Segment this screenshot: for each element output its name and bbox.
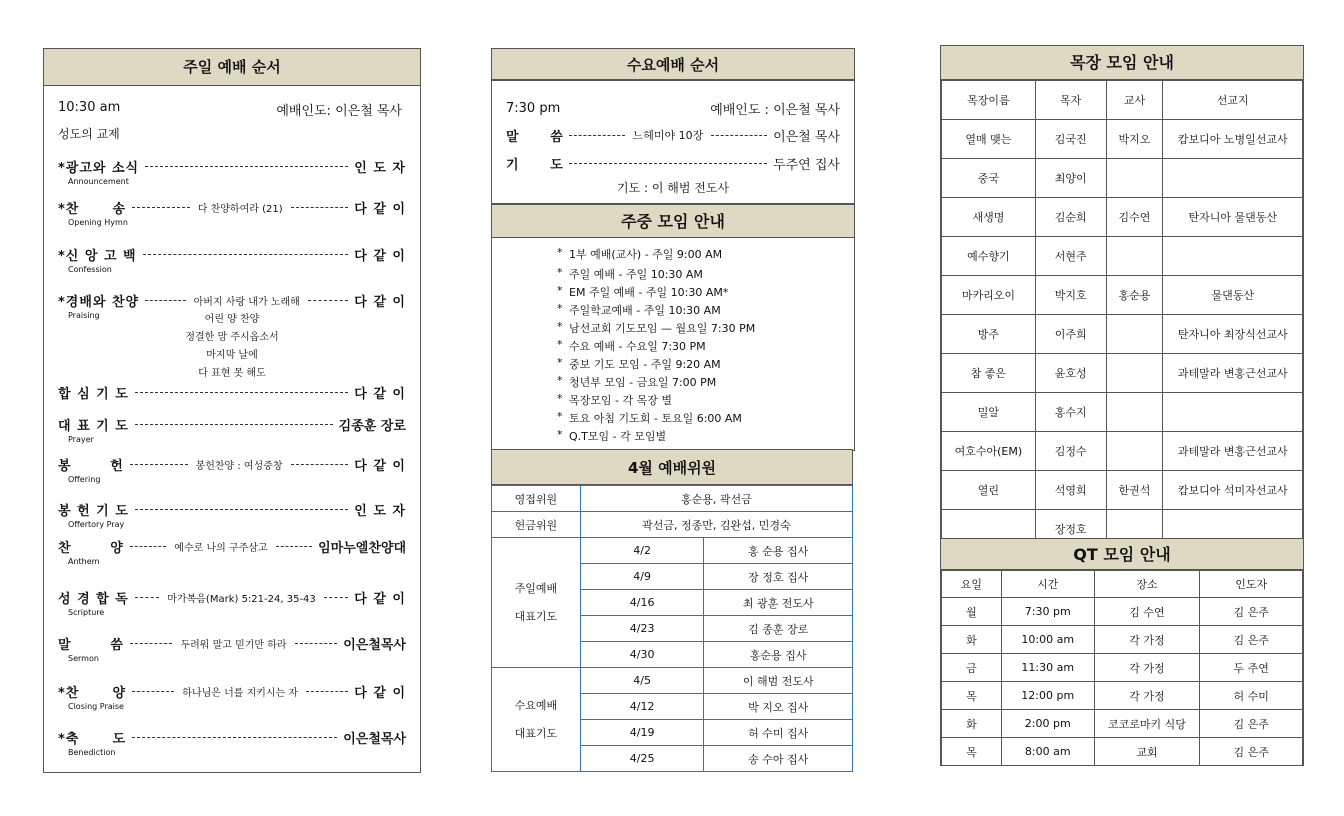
table-row bbox=[942, 198, 1303, 237]
table-cell: 열매 맺는 bbox=[942, 120, 1036, 159]
sunday-order-panel bbox=[43, 48, 421, 773]
table-cell: 각 가정 bbox=[1094, 654, 1200, 682]
table-cell: 김 은주 bbox=[1200, 626, 1303, 654]
table-row bbox=[492, 668, 853, 694]
table-cell: 코코로마키 식당 bbox=[1094, 710, 1200, 738]
meeting-item: * EM 주일 예배 - 주일 10:30 AM* bbox=[569, 284, 728, 300]
wednesday-item-detail: 느헤미야 10장 bbox=[632, 129, 704, 142]
order-item-detail: 하나님은 너를 지키시는 자 bbox=[182, 687, 299, 699]
table-cell: 장소 bbox=[1094, 571, 1200, 598]
praise-song: 정결한 맘 주시옵소서 bbox=[185, 332, 279, 343]
order-item-person: 다 같 이 bbox=[354, 248, 406, 264]
order-item-name: 대 표 기 도 bbox=[58, 418, 129, 434]
order-item bbox=[58, 198, 406, 227]
wednesday-order-title: 수요예배 순서 bbox=[492, 49, 854, 81]
order-item bbox=[58, 383, 406, 401]
table-cell: 김 은주 bbox=[1200, 598, 1303, 626]
table-cell: 서현주 bbox=[1035, 237, 1106, 276]
wednesday-row-sermon bbox=[506, 126, 840, 144]
prayer-person: 홍순용 집사 bbox=[704, 642, 853, 668]
table-row bbox=[942, 682, 1303, 710]
table-cell: 선교지 bbox=[1163, 81, 1303, 120]
table-cell: 목자 bbox=[1035, 81, 1106, 120]
prayer-date: 4/25 bbox=[580, 746, 704, 772]
order-item-person: 다 같 이 bbox=[354, 294, 406, 310]
table-row bbox=[942, 654, 1303, 682]
greeter-label: 영접위원 bbox=[492, 486, 581, 512]
order-item-person: 다 같 이 bbox=[354, 201, 407, 217]
table-row bbox=[942, 393, 1303, 432]
table-cell: 탄자니아 최장식선교사 bbox=[1163, 315, 1303, 354]
order-item-english: Closing Praise bbox=[68, 702, 124, 711]
table-cell: 2:00 pm bbox=[1001, 710, 1094, 738]
table-cell: 목장이름 bbox=[942, 81, 1036, 120]
offering-value: 곽선금, 정종만, 김완섭, 민경숙 bbox=[580, 512, 852, 538]
table-cell: 과테말라 변홍근선교사 bbox=[1163, 354, 1303, 393]
order-item bbox=[58, 157, 406, 186]
table-cell: 12:00 pm bbox=[1001, 682, 1094, 710]
table-cell: 여호수아(EM) bbox=[942, 432, 1036, 471]
order-item-name: *찬 양 bbox=[58, 685, 127, 701]
order-item bbox=[58, 588, 406, 617]
order-item-detail: 다 찬양하여라 (21) bbox=[197, 203, 283, 215]
table-cell: 화 bbox=[942, 710, 1002, 738]
table-row bbox=[942, 710, 1303, 738]
order-item-name: *축 도 bbox=[58, 731, 127, 747]
table-cell bbox=[1163, 159, 1303, 198]
table-cell: 물댄동산 bbox=[1163, 276, 1303, 315]
table-cell bbox=[1106, 159, 1163, 198]
table-cell: 캄보디아 석미자선교사 bbox=[1163, 471, 1303, 510]
table-row bbox=[942, 237, 1303, 276]
table-cell: 허 수미 bbox=[1200, 682, 1303, 710]
order-item-person: 다 같 이 bbox=[354, 386, 406, 402]
prayer-date: 4/2 bbox=[580, 538, 704, 564]
sunday-order-title: 주일 예배 순서 bbox=[44, 49, 420, 86]
table-cell: 11:30 am bbox=[1001, 654, 1094, 682]
order-item bbox=[58, 682, 406, 711]
table-cell: 목 bbox=[942, 682, 1002, 710]
prayer-date: 4/16 bbox=[580, 590, 704, 616]
praise-song: 다 표현 못 해도 bbox=[198, 368, 266, 379]
table-row bbox=[942, 432, 1303, 471]
weekly-meetings-panel bbox=[491, 203, 855, 451]
table-cell bbox=[1163, 393, 1303, 432]
offering-label: 헌금위원 bbox=[492, 512, 581, 538]
prayer-date: 4/23 bbox=[580, 616, 704, 642]
table-cell: 마카리오이 bbox=[942, 276, 1036, 315]
fellowship-label: 성도의 교제 bbox=[58, 127, 120, 141]
sunday-leader: 예배인도: 이은철 목사 bbox=[276, 104, 402, 119]
table-cell: 금 bbox=[942, 654, 1002, 682]
meeting-item: * 주일 예배 - 주일 10:30 AM bbox=[569, 266, 703, 282]
table-cell: 탄자니아 물댄동산 bbox=[1163, 198, 1303, 237]
order-item bbox=[58, 537, 406, 566]
table-cell: 두 주연 bbox=[1200, 654, 1303, 682]
prayer-date: 4/30 bbox=[580, 642, 704, 668]
table-cell: 예수향기 bbox=[942, 237, 1036, 276]
table-row bbox=[942, 315, 1303, 354]
table-cell: 10:00 am bbox=[1001, 626, 1094, 654]
wednesday-row-prayer bbox=[506, 154, 840, 172]
table-cell: 교회 bbox=[1094, 738, 1200, 766]
table-cell: 홍수지 bbox=[1035, 393, 1106, 432]
table-cell: 열린 bbox=[942, 471, 1036, 510]
sunday-time: 10:30 am bbox=[58, 100, 121, 115]
prayer-date: 4/19 bbox=[580, 720, 704, 746]
order-item-person: 다 같 이 bbox=[354, 591, 406, 607]
order-item-name: 성 경 합 독 bbox=[58, 591, 129, 607]
wednesday-item-name: 기 도 bbox=[506, 157, 563, 173]
praise-song: 어린 양 찬양 bbox=[204, 314, 260, 325]
order-item-english: Announcement bbox=[68, 177, 129, 186]
table-cell: 김 수연 bbox=[1094, 598, 1200, 626]
table-row bbox=[942, 120, 1303, 159]
wednesday-prayer-label: 수요예배 대표기도 bbox=[492, 668, 581, 772]
order-item-detail: 두려워 말고 믿기만 하라 bbox=[180, 639, 287, 651]
weekly-meetings-title: 주중 모임 안내 bbox=[492, 204, 854, 238]
order-item-person: 인 도 자 bbox=[354, 160, 406, 176]
table-cell: 인도자 bbox=[1200, 571, 1303, 598]
wednesday-item-person: 두주연 집사 bbox=[773, 157, 840, 173]
order-item-person: 김종훈 장로 bbox=[338, 418, 406, 434]
order-item-detail: 마가복음(Mark) 5:21-24, 35-43 bbox=[167, 593, 316, 605]
order-item-english: Offertory Pray bbox=[68, 520, 125, 529]
table-cell: 김수연 bbox=[1106, 198, 1163, 237]
table-cell: 박지오 bbox=[1106, 120, 1163, 159]
table-cell bbox=[1163, 237, 1303, 276]
meeting-item: * Q.T모임 - 각 모임별 bbox=[569, 428, 666, 444]
prayer-date: 4/9 bbox=[580, 564, 704, 590]
table-row bbox=[492, 538, 853, 564]
order-item-name: 합 심 기 도 bbox=[58, 386, 129, 402]
table-cell: 박지호 bbox=[1035, 276, 1106, 315]
table-cell bbox=[1106, 354, 1163, 393]
order-item-person: 다 같 이 bbox=[354, 458, 406, 474]
meeting-item: * 목장모임 - 각 목장 별 bbox=[569, 392, 672, 408]
prayer-person: 송 수아 집사 bbox=[704, 746, 853, 772]
meeting-item: * 주일학교예배 - 주일 10:30 AM bbox=[569, 302, 721, 318]
prayer-person: 김 종훈 장로 bbox=[704, 616, 853, 642]
order-item-person: 이은철목사 bbox=[343, 731, 406, 747]
qt-title: QT 모임 안내 bbox=[941, 539, 1303, 570]
order-item-name: 봉 헌 bbox=[58, 458, 124, 474]
table-cell: 최양이 bbox=[1035, 159, 1106, 198]
order-item-name: 말 씀 bbox=[58, 637, 124, 653]
order-item bbox=[58, 634, 406, 663]
order-item-english: Sermon bbox=[68, 654, 99, 663]
order-item-name: 찬 양 bbox=[58, 540, 124, 556]
order-item-detail: 예수로 나의 구주삼고 bbox=[174, 542, 268, 554]
prayer-person: 홍 순용 집사 bbox=[704, 538, 853, 564]
april-committee-table bbox=[491, 485, 853, 772]
table-cell bbox=[1106, 315, 1163, 354]
prayer-person: 박 지오 집사 bbox=[704, 694, 853, 720]
meeting-item: * 남선교회 기도모임 — 월요일 7:30 PM bbox=[569, 320, 755, 336]
table-cell: 한권석 bbox=[1106, 471, 1163, 510]
greeter-value: 홍순용, 곽선금 bbox=[580, 486, 852, 512]
meeting-item: * 토요 아침 기도회 - 토요일 6:00 AM bbox=[569, 410, 742, 426]
meeting-item: * 수요 예배 - 수요일 7:30 PM bbox=[569, 338, 706, 354]
order-item-person: 인 도 자 bbox=[354, 503, 406, 519]
order-item-english: Offering bbox=[68, 475, 101, 484]
april-committee-title: 4월 예배위원 bbox=[491, 449, 853, 485]
sunday-prayer-label: 주일예배 대표기도 bbox=[492, 538, 581, 668]
table-cell: 월 bbox=[942, 598, 1002, 626]
table-row bbox=[942, 598, 1303, 626]
table-cell bbox=[1106, 237, 1163, 276]
prayer-person: 이 해범 전도사 bbox=[704, 668, 853, 694]
table-cell: 윤호성 bbox=[1035, 354, 1106, 393]
order-item bbox=[58, 728, 406, 757]
order-item-english: Confession bbox=[68, 265, 112, 274]
table-cell: 김정수 bbox=[1035, 432, 1106, 471]
praise-song: 마지막 날에 bbox=[206, 350, 258, 361]
table-cell bbox=[1106, 393, 1163, 432]
mokjang-table bbox=[941, 80, 1303, 549]
order-item-name: *광고와 소식 bbox=[58, 160, 140, 176]
table-cell bbox=[1106, 432, 1163, 471]
table-cell: 과테말라 변홍근선교사 bbox=[1163, 432, 1303, 471]
table-row bbox=[492, 512, 853, 538]
order-item-person: 임마누엘찬양대 bbox=[318, 540, 406, 556]
table-row bbox=[942, 159, 1303, 198]
meeting-item: * 중보 기도 모임 - 주일 9:20 AM bbox=[569, 356, 721, 372]
wednesday-leader: 예배인도 : 이은철 목사 bbox=[710, 102, 840, 118]
table-row bbox=[942, 626, 1303, 654]
table-cell: 각 가정 bbox=[1094, 626, 1200, 654]
table-header-row bbox=[942, 571, 1303, 598]
table-row bbox=[942, 354, 1303, 393]
qt-panel bbox=[940, 538, 1304, 766]
table-cell: 7:30 pm bbox=[1001, 598, 1094, 626]
order-item-english: Anthem bbox=[68, 557, 100, 566]
table-cell: 요일 bbox=[942, 571, 1002, 598]
order-item-name: *경배와 찬양 bbox=[58, 294, 140, 310]
prayer-date: 4/12 bbox=[580, 694, 704, 720]
order-item-english: Praising bbox=[68, 311, 100, 320]
table-cell: 시간 bbox=[1001, 571, 1094, 598]
order-item-name: *찬 송 bbox=[58, 201, 127, 217]
table-cell: 김 은주 bbox=[1200, 738, 1303, 766]
prayer-person: 최 광훈 전도사 bbox=[704, 590, 853, 616]
prayer-person: 장 정호 집사 bbox=[704, 564, 853, 590]
prayer-date: 4/5 bbox=[580, 668, 704, 694]
order-item-detail: 아버지 사랑 내가 노래해 bbox=[193, 296, 300, 308]
table-cell: 교사 bbox=[1106, 81, 1163, 120]
table-cell: 목 bbox=[942, 738, 1002, 766]
wednesday-order-panel bbox=[491, 48, 855, 205]
table-cell: 홍순용 bbox=[1106, 276, 1163, 315]
table-cell: 장정호 bbox=[1035, 510, 1106, 549]
table-cell: 밀알 bbox=[942, 393, 1036, 432]
order-item-name: *신 앙 고 백 bbox=[58, 248, 137, 264]
table-row bbox=[942, 276, 1303, 315]
praise-song-list bbox=[44, 311, 420, 383]
order-item bbox=[58, 500, 406, 529]
table-cell: 캄보디아 노병일선교사 bbox=[1163, 120, 1303, 159]
mokjang-title: 목장 모임 안내 bbox=[941, 46, 1303, 80]
order-item bbox=[58, 415, 406, 444]
meeting-item: * 1부 예배(교사) - 주일 9:00 AM bbox=[569, 246, 722, 262]
april-committee-panel bbox=[491, 449, 853, 771]
order-item-person: 다 같 이 bbox=[354, 685, 407, 701]
qt-table bbox=[941, 570, 1303, 766]
table-cell: 중국 bbox=[942, 159, 1036, 198]
order-item-english: Scripture bbox=[68, 608, 105, 617]
prayer-person: 허 수미 집사 bbox=[704, 720, 853, 746]
wednesday-item-name: 말 씀 bbox=[506, 129, 563, 145]
order-item-english: Benediction bbox=[68, 748, 116, 757]
order-item bbox=[58, 455, 406, 484]
table-cell: 김국진 bbox=[1035, 120, 1106, 159]
table-cell: 김순희 bbox=[1035, 198, 1106, 237]
table-header-row bbox=[942, 81, 1303, 120]
table-cell: 참 좋은 bbox=[942, 354, 1036, 393]
order-item-person: 이은철목사 bbox=[343, 637, 406, 653]
order-item-english: Opening Hymn bbox=[68, 218, 128, 227]
meeting-item: * 청년부 모임 - 금요일 7:00 PM bbox=[569, 374, 716, 390]
table-cell: 방주 bbox=[942, 315, 1036, 354]
table-cell: 8:00 am bbox=[1001, 738, 1094, 766]
wednesday-closing-prayer: 기도 : 이 해범 전도사 bbox=[616, 181, 730, 195]
order-item-english: Prayer bbox=[68, 435, 94, 444]
table-cell: 김 은주 bbox=[1200, 710, 1303, 738]
order-item-detail: 봉헌찬양 : 여성중창 bbox=[195, 460, 283, 472]
table-cell: 새생명 bbox=[942, 198, 1036, 237]
mokjang-panel bbox=[940, 45, 1304, 540]
table-row bbox=[942, 738, 1303, 766]
table-cell: 이주희 bbox=[1035, 315, 1106, 354]
order-item-name: 봉 헌 기 도 bbox=[58, 503, 129, 519]
table-row bbox=[942, 471, 1303, 510]
order-item bbox=[58, 245, 406, 274]
table-cell: 석영희 bbox=[1035, 471, 1106, 510]
table-cell: 각 가정 bbox=[1094, 682, 1200, 710]
wednesday-item-person: 이은철 목사 bbox=[773, 129, 840, 145]
wednesday-time: 7:30 pm bbox=[506, 100, 561, 116]
table-row bbox=[492, 486, 853, 512]
table-cell: 화 bbox=[942, 626, 1002, 654]
